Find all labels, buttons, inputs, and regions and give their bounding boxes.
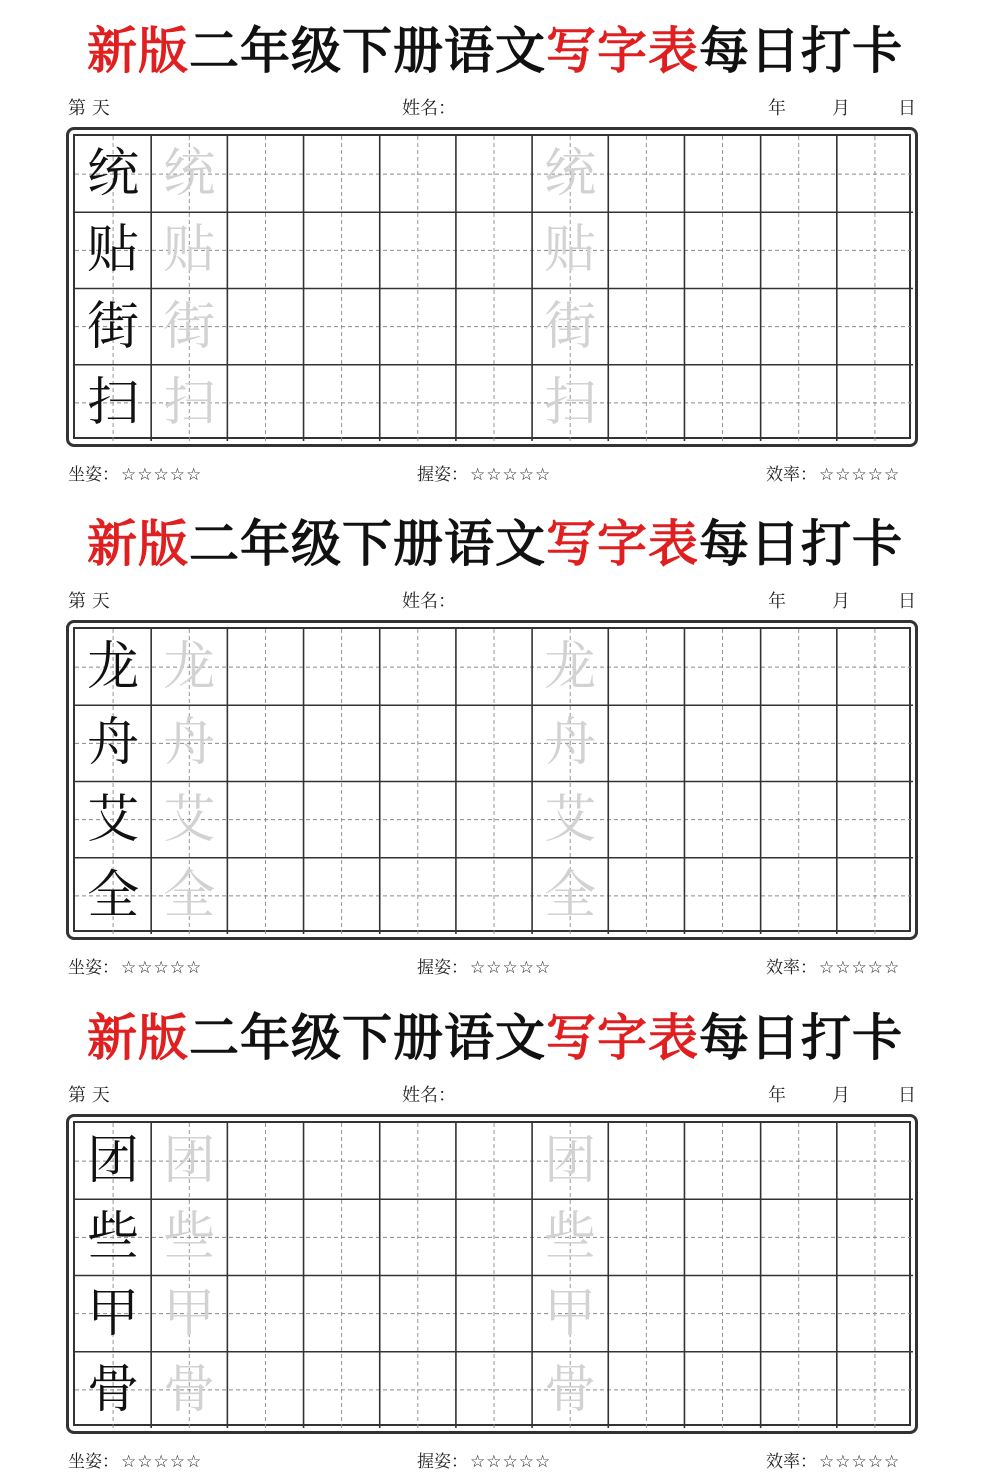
- writing-grid: [73, 627, 911, 932]
- title-part: 二年级下册语文: [189, 514, 546, 573]
- trace-character: 团: [163, 1131, 216, 1192]
- sheet-title: [0, 509, 990, 579]
- title-part: 新版: [87, 1008, 189, 1067]
- writing-grid: [73, 1121, 911, 1426]
- star-rating-icons[interactable]: ☆☆☆☆☆: [819, 465, 901, 485]
- trace-character: 统: [163, 144, 216, 205]
- sitting-rating: [68, 1451, 202, 1473]
- trace-character: 甲: [544, 1283, 597, 1344]
- trace-character: 全: [163, 865, 216, 926]
- name-label: 姓名：: [402, 98, 456, 119]
- rating-label: 握姿：: [417, 958, 468, 978]
- model-character: 扫: [87, 372, 140, 433]
- title-part: 每日打卡: [699, 21, 903, 80]
- sheet-title: [0, 1003, 990, 1073]
- title-part: 写字表: [546, 1008, 699, 1067]
- star-rating-icons[interactable]: ☆☆☆☆☆: [121, 465, 203, 485]
- rating-label: 坐姿：: [68, 1452, 119, 1472]
- efficiency-rating: [766, 1451, 900, 1473]
- rating-label: 效率：: [766, 465, 817, 485]
- year-label: 年: [768, 98, 786, 119]
- model-character: 艾: [87, 789, 140, 850]
- model-character: 街: [87, 296, 140, 357]
- grip-rating: [417, 464, 551, 486]
- trace-character: 贴: [163, 220, 216, 281]
- trace-character: 骨: [163, 1359, 216, 1420]
- trace-character: 贴: [544, 220, 597, 281]
- trace-character: 龙: [544, 637, 597, 698]
- title-part: 二年级下册语文: [189, 21, 546, 80]
- grip-rating: [417, 1451, 551, 1473]
- trace-character: 扫: [544, 372, 597, 433]
- star-rating-icons[interactable]: ☆☆☆☆☆: [819, 1452, 901, 1472]
- title-part: 每日打卡: [699, 514, 903, 573]
- model-character: 舟: [87, 713, 140, 774]
- title-part: 写字表: [546, 21, 699, 80]
- rating-label: 握姿：: [417, 1452, 468, 1472]
- month-label: 月: [832, 591, 850, 612]
- title-part: 新版: [87, 514, 189, 573]
- practice-sheet: [0, 987, 990, 1480]
- rating-label: 握姿：: [417, 465, 468, 485]
- star-rating-icons[interactable]: ☆☆☆☆☆: [121, 958, 203, 978]
- model-character: 贴: [87, 220, 140, 281]
- trace-character: 街: [163, 296, 216, 357]
- sitting-rating: [68, 957, 202, 979]
- date-label: 日: [898, 98, 916, 119]
- day-label: 第 天: [68, 591, 110, 612]
- practice-sheet: [0, 0, 990, 493]
- date-label: 日: [898, 591, 916, 612]
- trace-character: 街: [544, 296, 597, 357]
- trace-character: 骨: [544, 1359, 597, 1420]
- model-character: 统: [87, 144, 140, 205]
- model-character: 全: [87, 865, 140, 926]
- year-label: 年: [768, 591, 786, 612]
- star-rating-icons[interactable]: ☆☆☆☆☆: [470, 958, 552, 978]
- trace-character: 全: [544, 865, 597, 926]
- star-rating-icons[interactable]: ☆☆☆☆☆: [819, 958, 901, 978]
- trace-character: 扫: [163, 372, 216, 433]
- title-part: 二年级下册语文: [189, 1008, 546, 1067]
- trace-character: 甲: [163, 1283, 216, 1344]
- title-part: 新版: [87, 21, 189, 80]
- trace-character: 艾: [163, 789, 216, 850]
- model-character: 龙: [87, 637, 140, 698]
- star-rating-icons[interactable]: ☆☆☆☆☆: [470, 465, 552, 485]
- rating-label: 坐姿：: [68, 958, 119, 978]
- writing-grid: [73, 134, 911, 439]
- rating-label: 坐姿：: [68, 465, 119, 485]
- trace-character: 龙: [163, 637, 216, 698]
- title-part: 每日打卡: [699, 1008, 903, 1067]
- day-label: 第 天: [68, 98, 110, 119]
- star-rating-icons[interactable]: ☆☆☆☆☆: [121, 1452, 203, 1472]
- trace-character: 些: [544, 1207, 597, 1268]
- trace-character: 舟: [163, 713, 216, 774]
- name-label: 姓名：: [402, 1085, 456, 1106]
- rating-label: 效率：: [766, 958, 817, 978]
- trace-character: 团: [544, 1131, 597, 1192]
- trace-character: 些: [163, 1207, 216, 1268]
- month-label: 月: [832, 98, 850, 119]
- model-character: 团: [87, 1131, 140, 1192]
- trace-character: 统: [544, 144, 597, 205]
- month-label: 月: [832, 1085, 850, 1106]
- sitting-rating: [68, 464, 202, 486]
- model-character: 些: [87, 1207, 140, 1268]
- model-character: 骨: [87, 1359, 140, 1420]
- model-character: 甲: [87, 1283, 140, 1344]
- star-rating-icons[interactable]: ☆☆☆☆☆: [470, 1452, 552, 1472]
- year-label: 年: [768, 1085, 786, 1106]
- trace-character: 舟: [544, 713, 597, 774]
- efficiency-rating: [766, 464, 900, 486]
- trace-character: 艾: [544, 789, 597, 850]
- title-part: 写字表: [546, 514, 699, 573]
- sheet-title: [0, 16, 990, 86]
- name-label: 姓名：: [402, 591, 456, 612]
- day-label: 第 天: [68, 1085, 110, 1106]
- efficiency-rating: [766, 957, 900, 979]
- grip-rating: [417, 957, 551, 979]
- practice-sheet: [0, 493, 990, 986]
- rating-label: 效率：: [766, 1452, 817, 1472]
- date-label: 日: [898, 1085, 916, 1106]
